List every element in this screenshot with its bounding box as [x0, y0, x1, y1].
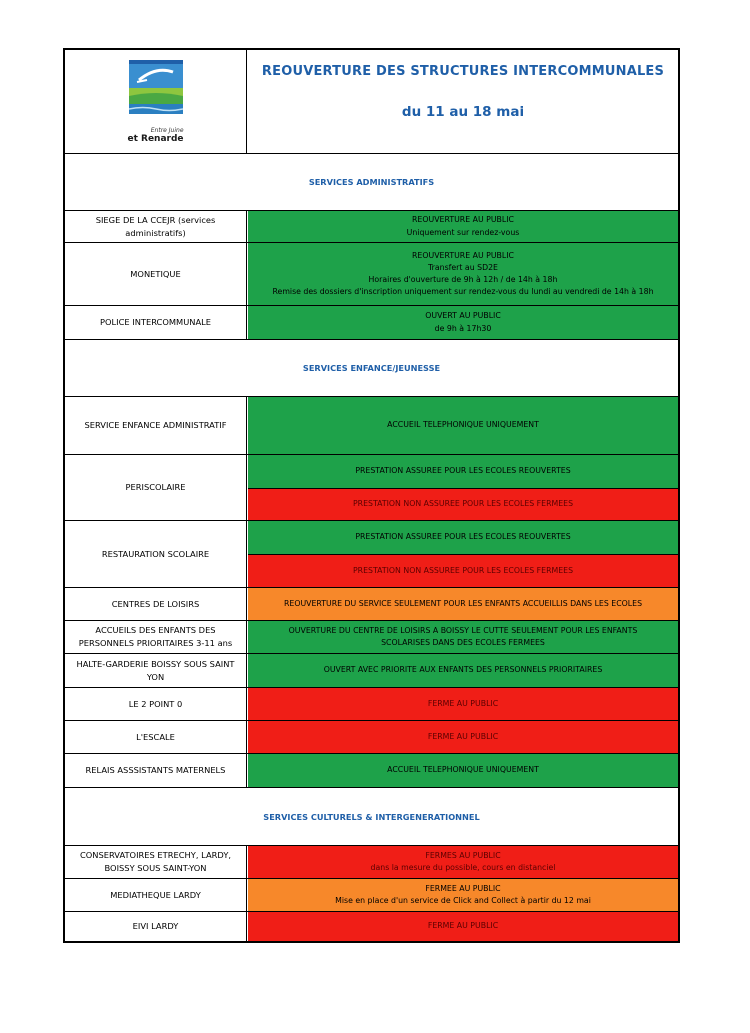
status-detail: Uniquement sur rendez-vous — [406, 227, 520, 237]
status-text: ACCUEIL TELEPHONIQUE UNIQUEMENT — [387, 420, 539, 430]
status-text: FERME AU PUBLIC — [427, 698, 499, 708]
logo — [65, 50, 247, 153]
row-label: L'ESCALE — [65, 721, 247, 753]
status-text: FERME AU PUBLIC — [427, 921, 499, 931]
row-eivi — [65, 912, 678, 941]
status-cell — [248, 211, 678, 242]
row-label: MEDIATHEQUE LARDY — [65, 879, 247, 911]
row-label: PERISCOLAIRE — [65, 455, 247, 520]
row-label: EIVI LARDY — [65, 912, 247, 941]
status-detail: SCOLARISES DANS DES ECOLES FERMEES — [381, 638, 545, 647]
status-cell — [248, 912, 678, 941]
status-text: FERMES AU PUBLIC — [425, 850, 501, 860]
row-label: HALTE-GARDERIE BOISSY SOUS SAINT YON — [65, 654, 247, 687]
section-title: SERVICES ENFANCE/JEUNESSE — [302, 363, 441, 373]
row-restauration — [65, 521, 678, 588]
status-text: REOUVERTURE DU SERVICE SEULEMENT POUR LES ENFANTS ACCUEILLIS DANS LES ECOLES — [283, 598, 643, 608]
header-titles — [248, 50, 678, 153]
section-culturels — [65, 788, 678, 846]
row-conservatoires — [65, 846, 678, 879]
status-detail: Remise des dossiers d'inscription uniquement sur rendez-vous du lundi au vendredi de 14h à 18h — [272, 287, 654, 297]
row-siege — [65, 211, 678, 243]
row-label: ACCUEILS DES ENFANTS DES PERSONNELS PRIORITAIRES 3-11 ans — [65, 621, 247, 653]
status-text: REOUVERTURE AU PUBLIC — [412, 215, 514, 225]
row-le2point0 — [65, 688, 678, 721]
row-label: CONSERVATOIRES ETRECHY, LARDY, BOISSY SOUS SAINT-YON — [65, 846, 247, 878]
status-cell — [248, 846, 678, 878]
row-periscolaire — [65, 455, 678, 521]
row-label: LE 2 POINT 0 — [65, 688, 247, 720]
status-cell — [248, 621, 678, 653]
row-monetique — [65, 243, 678, 306]
status-detail: de 9h à 17h30 — [434, 323, 492, 333]
row-label: RESTAURATION SCOLAIRE — [65, 521, 247, 587]
section-title: SERVICES CULTURELS & INTERGENERATIONNEL — [263, 811, 480, 822]
row-label: RELAIS ASSSISTANTS MATERNELS — [65, 754, 247, 787]
status-cell-open — [248, 455, 678, 488]
status-cell-closed — [248, 554, 678, 587]
row-centres — [65, 588, 678, 621]
status-cell — [248, 754, 678, 787]
page-dates: du 11 au 18 mai — [401, 104, 525, 121]
row-escale — [65, 721, 678, 754]
status-text: PRESTATION ASSUREE POUR LES ECOLES REOUVERTES — [355, 532, 571, 542]
row-label: MONETIQUE — [65, 243, 247, 305]
page-title: REOUVERTURE DES STRUCTURES INTERCOMMUNALES — [261, 64, 665, 79]
section-title: SERVICES ADMINISTRATIFS — [308, 177, 435, 187]
status-text: PRESTATION NON ASSUREE POUR LES ECOLES FERMEES — [352, 499, 574, 509]
row-mediatheque — [65, 879, 678, 912]
status-cell — [248, 688, 678, 720]
status-cell — [248, 721, 678, 753]
status-text: FERMEE AU PUBLIC — [425, 883, 501, 893]
row-label: CENTRES DE LOISIRS — [65, 588, 247, 620]
row-police — [65, 306, 678, 340]
row-relais — [65, 754, 678, 788]
status-cell — [248, 654, 678, 687]
row-enfance-admin — [65, 397, 678, 455]
row-halte — [65, 654, 678, 688]
status-detail: dans la mesure du possible, cours en distanciel — [370, 863, 556, 872]
status-text: OUVERTURE DU CENTRE DE LOISIRS A BOISSY LE CUTTE SEULEMENT POUR LES ENFANTS — [288, 625, 638, 635]
status-text: PRESTATION ASSUREE POUR LES ECOLES REOUVERTES — [355, 466, 571, 476]
status-cell — [248, 397, 678, 454]
section-administratifs — [65, 154, 678, 211]
status-text: PRESTATION NON ASSUREE POUR LES ECOLES FERMEES — [352, 565, 574, 575]
row-label: POLICE INTERCOMMUNALE — [65, 306, 247, 339]
row-accueils — [65, 621, 678, 654]
logo-image — [129, 58, 183, 122]
status-detail: Mise en place d'un service de Click and Collect à partir du 12 mai — [335, 896, 591, 905]
row-label: SERVICE ENFANCE ADMINISTRATIF — [65, 397, 247, 454]
status-cell-closed — [248, 488, 678, 520]
row-label: SIEGE DE LA CCEJR (services administratifs) — [65, 211, 247, 242]
status-detail: Transfert au SD2E — [428, 262, 498, 272]
logo-text-1: Entre Juine — [150, 126, 184, 134]
status-detail: Horaires d'ouverture de 9h à 12h / de 14h à 18h — [368, 275, 558, 284]
header-row — [65, 50, 678, 154]
status-text: FERME AU PUBLIC — [427, 731, 499, 741]
status-text: OUVERT AU PUBLIC — [425, 311, 501, 321]
status-cell — [248, 588, 678, 620]
status-table — [63, 48, 680, 943]
status-text: OUVERT AVEC PRIORITE AUX ENFANTS DES PERSONNELS PRIORITAIRES — [323, 665, 603, 675]
section-enfance — [65, 340, 678, 397]
status-cell — [248, 879, 678, 911]
status-cell — [248, 243, 678, 305]
status-text: ACCUEIL TELEPHONIQUE UNIQUEMENT — [387, 765, 539, 775]
status-cell-open — [248, 521, 678, 554]
logo-text-2: et Renarde — [127, 134, 184, 145]
status-cell — [248, 306, 678, 339]
status-text: REOUVERTURE AU PUBLIC — [412, 250, 514, 260]
